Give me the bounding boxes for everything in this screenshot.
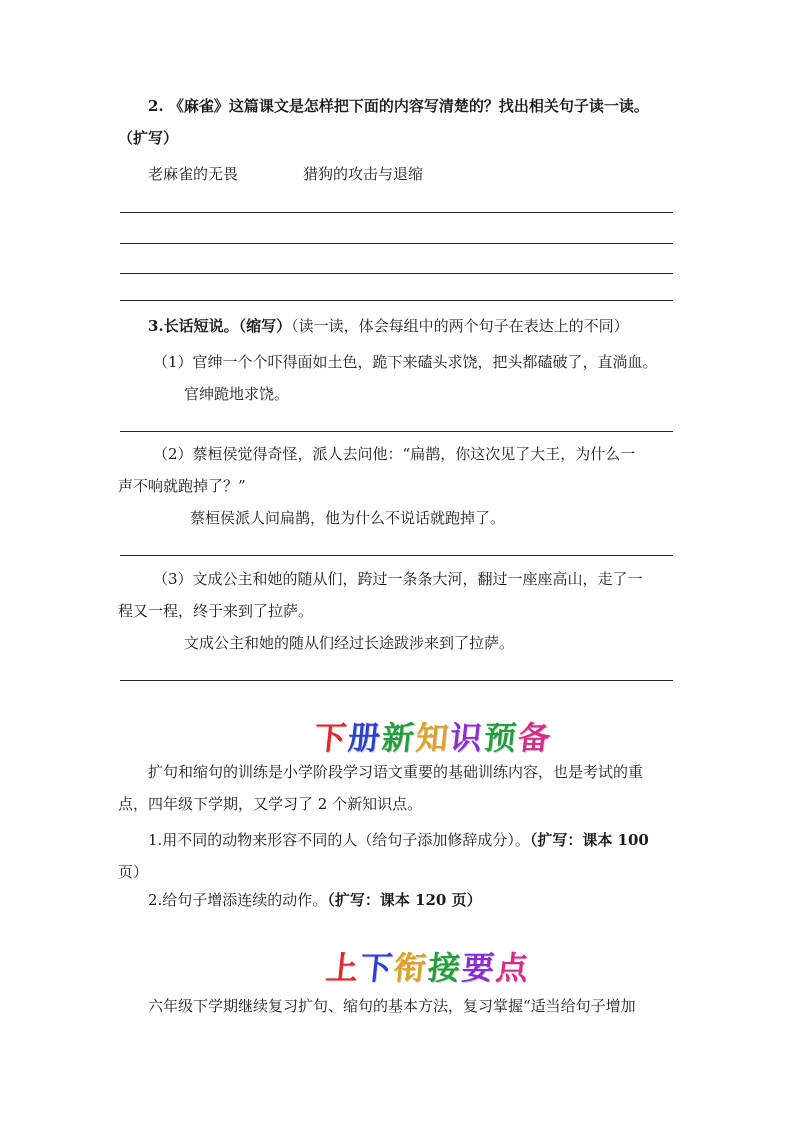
section1-point1-text: 1.用不同的动物来形容不同的人（给句子添加修辞成分）。	[148, 831, 530, 849]
q3-s2-long-b: 声不响就跑掉了？”	[118, 477, 246, 495]
heading-char: 下	[358, 949, 395, 987]
section1-intro-b: 点，四年级下学期，又学习了 2 个新知识点。	[118, 795, 423, 813]
q2-item-sparrow: 老麻雀的无畏	[148, 165, 239, 183]
section1-point1-ref: （扩写：课本 100	[529, 831, 649, 849]
heading-char: 册	[346, 719, 383, 757]
answer-line[interactable]	[120, 431, 673, 432]
section1-intro-a: 扩句和缩句的训练是小学阶段学习语文重要的基础训练内容，也是考试的重	[148, 763, 644, 781]
heading-char: 点	[494, 949, 531, 987]
heading-char: 下	[312, 719, 349, 757]
q3-s3-long-a: （3）文成公主和她的随从们，跨过一条条大河，翻过一座座高山，走了一	[153, 570, 643, 588]
q3-title-bold: 3.长话短说。（缩写）	[148, 317, 292, 335]
q2-type: （扩写）	[118, 129, 179, 147]
q3-title	[148, 316, 629, 336]
q3-s1-short: 官绅跪地求饶。	[184, 385, 290, 403]
answer-line[interactable]	[120, 555, 673, 556]
q3-s1-long: （1）官绅一个个吓得面如土色，跪下来磕头求饶，把头都磕破了，直淌血。	[153, 353, 658, 371]
q3-s3-short: 文成公主和她的随从们经过长途跋涉来到了拉萨。	[184, 634, 515, 652]
q3-s3-long-b: 程又一程，终于来到了拉萨。	[118, 602, 314, 620]
section1-point1-cont: 页）	[118, 863, 149, 881]
section-heading-connection-points	[326, 948, 530, 988]
answer-line[interactable]	[120, 273, 673, 274]
answer-line[interactable]	[120, 300, 673, 301]
heading-char: 要	[460, 949, 497, 987]
section2-intro: 六年级下学期继续复习扩句、缩句的基本方法，复习掌握“适当给句子增加	[148, 997, 636, 1015]
q3-s2-short: 蔡桓侯派人问扁鹊，他为什么不说话就跑掉了。	[190, 509, 506, 527]
answer-line[interactable]	[120, 680, 673, 681]
heading-char: 衔	[392, 949, 429, 987]
heading-char: 备	[516, 719, 553, 757]
section1-point2-ref: （扩写：课本 120 页）	[327, 891, 482, 909]
section-heading-new-knowledge	[314, 718, 552, 758]
heading-char: 知	[414, 719, 451, 757]
section1-point1	[148, 830, 649, 850]
heading-char: 上	[324, 949, 361, 987]
answer-line[interactable]	[120, 212, 673, 213]
heading-char: 接	[426, 949, 463, 987]
section1-point2-text: 2.给句子增添连续的动作。	[148, 891, 328, 909]
q2-prompt: 2. 《麻雀》这篇课文是怎样把下面的内容写清楚的？找出相关句子读一读。	[148, 97, 649, 115]
section1-point2	[148, 890, 482, 910]
heading-char: 预	[482, 719, 519, 757]
heading-char: 识	[448, 719, 485, 757]
q3-s2-long-a: （2）蔡桓侯觉得奇怪，派人去问他：“扁鹊，你这次见了大王，为什么一	[153, 445, 636, 463]
answer-line[interactable]	[120, 243, 673, 244]
q3-title-instruction: （读一读，体会每组中的两个句子在表达上的不同）	[291, 317, 629, 335]
heading-char: 新	[380, 719, 417, 757]
q2-item-dog: 猎狗的攻击与退缩	[303, 165, 424, 183]
